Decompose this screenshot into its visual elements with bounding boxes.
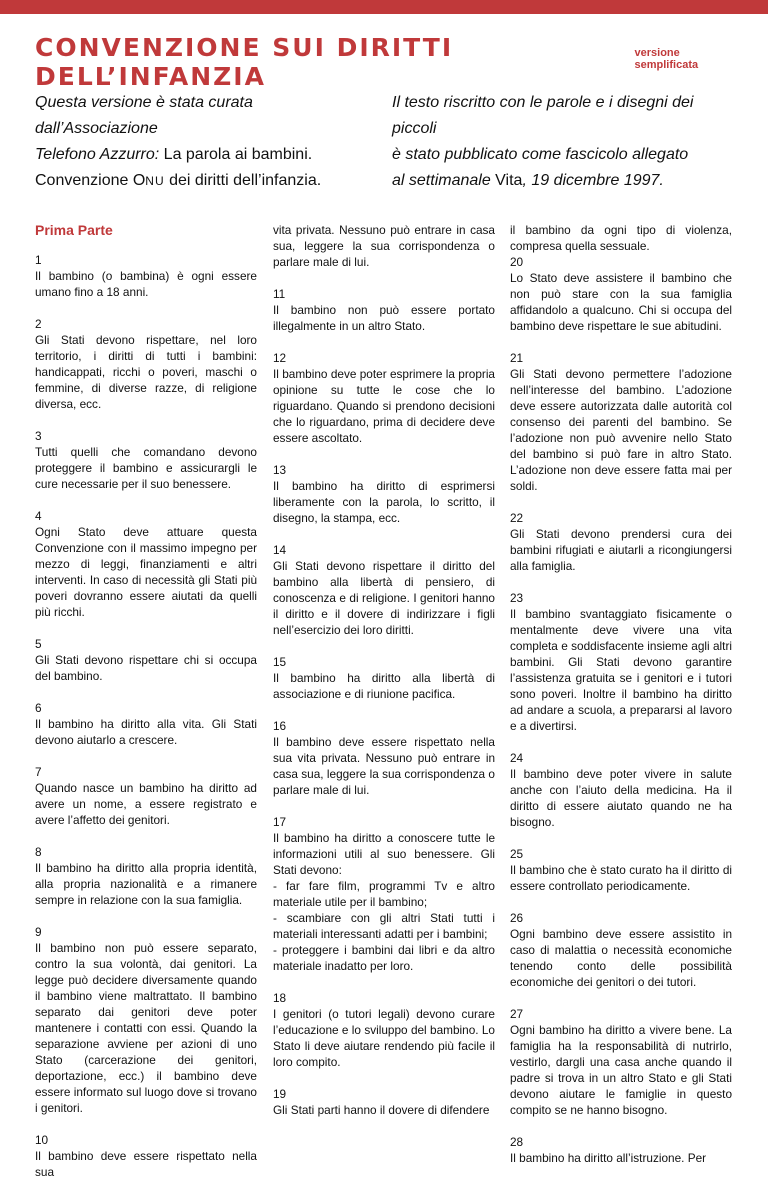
article-text: Il bambino deve essere rispettato nella sua (35, 1149, 257, 1179)
article-text: Ogni Stato deve attuare questa Convenzione con il massimo impegno per mezzo di leggi, finanziamenti e altri interventi. In caso di necessità gli Stati più poveri dovranno essere aiutati da quelli più ricchi. (35, 525, 257, 619)
article-number: 5 (35, 637, 42, 651)
article-number: 18 (273, 991, 287, 1005)
article-number: 15 (273, 655, 287, 669)
top-accent-bar (0, 0, 768, 14)
article-text: Il bambino deve essere rispettato nella sua vita privata. Nessuno può entrare in casa sua, leggere la sua corrispondenza o parlare male di lui. (273, 735, 495, 797)
article-text: Gli Stati parti hanno il dovere di difendere (273, 1103, 490, 1117)
article-number: 7 (35, 765, 42, 779)
article-1 (35, 252, 257, 300)
article-4 (35, 508, 257, 620)
document-subtitle: versione semplificata (634, 47, 699, 71)
article-text: Gli Stati devono rispettare, nel loro territorio, i diritti di tutti i bambini: handicappati, ricchi o poveri, maschi o femmine, di diverse razze, di religione diversa, ecc. (35, 333, 257, 411)
article-number: 22 (510, 511, 524, 525)
article-10 (35, 1132, 257, 1180)
article-number: 28 (510, 1135, 524, 1149)
article-21 (510, 350, 732, 494)
column-3-articles (510, 254, 732, 1166)
article-number: 26 (510, 911, 524, 925)
article-number: 23 (510, 591, 524, 605)
article-text: Il bambino svantaggiato fisicamente o mentalmente deve vivere una vita completa e soddisfacente insieme agli altri bambini. Gli Stati devono garantire l’assistenza gratuita se i genitori e i tutori sono poveri. Inoltre il bambino ha diritto ad andare a scuola, a prepararsi al lavoro e a divertirsi. (510, 607, 732, 733)
article-number: 1 (35, 253, 42, 267)
column-3 (510, 222, 732, 1182)
article-number: 3 (35, 429, 42, 443)
article-text: Il bambino ha diritto a conoscere tutte le informazioni utili al suo benessere. Gli Stati devono: - far fare film, programmi Tv e altro materiale utile per il bambino; - scambiare con gli altri Stati tutti i materiali interessanti adatti per i bambini; - proteggere i bambini dai libri e da altro materiale inadatto per loro. (273, 831, 495, 973)
article-number: 17 (273, 815, 287, 829)
article-text: Il bambino che è stato curato ha il diritto di essere controllato periodicamente. (510, 863, 732, 893)
article-25 (510, 846, 732, 894)
article-text: Tutti quelli che comandano devono proteggere il bambino e assicurargli le cure necessarie per il suo benessere. (35, 445, 257, 491)
article-number: 20 (510, 255, 524, 269)
article-13 (273, 462, 495, 526)
article-2 (35, 316, 257, 412)
article-3 (35, 428, 257, 492)
column-1-articles (35, 252, 257, 1180)
intro-right-line3-end: , 19 dicembre 1997. (522, 172, 664, 189)
intro-right-line1: Il testo riscritto con le parole e i disegni dei piccoli (392, 94, 694, 137)
article-18 (273, 990, 495, 1070)
article-number: 8 (35, 845, 42, 859)
article-26 (510, 910, 732, 990)
article-number: 16 (273, 719, 287, 733)
continuation-text: vita privata. Nessuno può entrare in casa sua, leggere la sua corrispondenza o parlare male di lui. (273, 223, 495, 269)
article-text: Il bambino deve poter vivere in salute anche con l’aiuto della medicina. Ha il diritto di essere aiutato quando ne ha bisogno. (510, 767, 732, 829)
article-text: Il bambino ha diritto alla propria identità, alla propria nazionalità e a rimanere sempre in relazione con la sua famiglia. (35, 861, 257, 907)
column-2-articles (273, 286, 495, 1118)
article-7 (35, 764, 257, 828)
intro-left (35, 90, 365, 194)
intro-left-line3a: Convenzione O (35, 172, 146, 189)
column-2-continuation (273, 222, 495, 270)
article-text: Il bambino non può essere separato, contro la sua volontà, dai genitori. La legge può decidere diversamente quando il bambino viene maltrattato. Il bambino separato dai genitori deve poter mantenere i contatti con essi. Quando la separazione avviene per azioni di uno Stato (carcerazione dei genitori, deportazione, ecc.) il bambino deve essere informato sul luogo dove si trovano i genitori. (35, 941, 257, 1115)
intro-right-line3-upright: Vita (495, 172, 523, 189)
article-16 (273, 718, 495, 798)
article-text: Il bambino ha diritto di esprimersi liberamente con la parola, lo scritto, il disegno, la stampa, ecc. (273, 479, 495, 525)
article-9 (35, 924, 257, 1116)
article-24 (510, 750, 732, 830)
article-20 (510, 254, 732, 334)
article-number: 10 (35, 1133, 49, 1147)
article-19 (273, 1086, 495, 1118)
article-text: Ogni bambino ha diritto a vivere bene. La famiglia ha la responsabilità di nutrirlo, vestirlo, dargli una casa anche quando il padre si trova in un altro Stato e gli Stati devono aiutare le famiglie in questo compito se ne hanno bisogno. (510, 1023, 732, 1117)
document-title: CONVENZIONE SUI DIRITTI DELL’INFANZIA (35, 33, 454, 91)
article-11 (273, 286, 495, 334)
continuation-text: il bambino da ogni tipo di violenza, compresa quella sessuale. (510, 223, 732, 253)
article-number: 12 (273, 351, 287, 365)
article-text: Gli Stati devono permettere l’adozione nell’interesse del bambino. L’adozione deve essere autorizzata dalle autorità col consenso dei parenti del bambino. Se l’adozione non può avvenire nello Stato del bambino si può fare in altro Stato. L’adozione non deve essere fatta mai per soldi. (510, 367, 732, 493)
article-number: 24 (510, 751, 524, 765)
intro-left-line1: Questa versione è stata curata dall’Associazione (35, 94, 253, 137)
article-number: 2 (35, 317, 42, 331)
article-text: Il bambino ha diritto alla libertà di associazione e di riunione pacifica. (273, 671, 495, 701)
article-text: Il bambino non può essere portato illegalmente in un altro Stato. (273, 303, 495, 333)
article-15 (273, 654, 495, 702)
article-number: 9 (35, 925, 42, 939)
intro-right (392, 90, 737, 194)
column-3-continuation (510, 222, 732, 254)
intro-left-line2-rest: La parola ai bambini. (159, 146, 313, 163)
intro-left-line3b: dei diritti dell’infanzia. (164, 172, 322, 189)
article-number: 27 (510, 1007, 524, 1021)
article-text: Ogni bambino deve essere assistito in caso di malattia o necessità economiche tenendo conto delle possibilità economiche dei genitori o dei tutori. (510, 927, 732, 989)
part-heading: Prima Parte (35, 222, 113, 238)
article-text: Gli Stati devono rispettare chi si occupa del bambino. (35, 653, 257, 683)
article-text: Il bambino (o bambina) è ogni essere umano fino a 18 anni. (35, 269, 257, 299)
article-number: 13 (273, 463, 287, 477)
article-5 (35, 636, 257, 684)
article-text: Il bambino ha diritto all’istruzione. Per (510, 1151, 707, 1165)
article-number: 11 (273, 287, 286, 301)
article-28 (510, 1134, 732, 1166)
article-22 (510, 510, 732, 574)
article-text: Gli Stati devono rispettare il diritto del bambino alla libertà di pensiero, di conoscenza e di religione. I genitori hanno il diritto e il dovere di indirizzare i figli nell’esercizio dei loro diritti. (273, 559, 495, 637)
article-8 (35, 844, 257, 908)
column-1 (35, 222, 257, 1196)
intro-left-line2-italic: Telefono Azzurro: (35, 146, 160, 163)
intro-left-line3-smallcaps: NU (145, 174, 165, 188)
article-27 (510, 1006, 732, 1118)
article-number: 19 (273, 1087, 287, 1101)
article-text: I genitori (o tutori legali) devono curare l’educazione e lo sviluppo del bambino. Lo Stato li deve aiutare rendendo più facile il loro compito. (273, 1007, 495, 1069)
intro-right-line3-italic: al settimanale (392, 172, 496, 189)
article-17 (273, 814, 495, 974)
article-number: 14 (273, 543, 287, 557)
article-12 (273, 350, 495, 446)
article-text: Il bambino ha diritto alla vita. Gli Stati devono aiutarlo a crescere. (35, 717, 257, 747)
article-23 (510, 590, 732, 734)
article-number: 6 (35, 701, 42, 715)
column-2 (273, 222, 495, 1134)
article-14 (273, 542, 495, 638)
document-header (35, 33, 735, 91)
intro-right-line2: è stato pubblicato come fascicolo allegato (392, 146, 689, 163)
article-text: Quando nasce un bambino ha diritto ad avere un nome, a essere registrato e avere l’affetto dei genitori. (35, 781, 257, 827)
article-number: 21 (510, 351, 524, 365)
article-6 (35, 700, 257, 748)
article-text: Il bambino deve poter esprimere la propria opinione su tutte le cose che lo riguardano. Quando si prendono decisioni che lo riguardano, prima di decidere deve essere ascoltato. (273, 367, 495, 445)
article-text: Gli Stati devono prendersi cura dei bambini rifugiati e aiutarli a ricongiungersi alla famiglia. (510, 527, 732, 573)
article-text: Lo Stato deve assistere il bambino che non può stare con la sua famiglia affidandolo a qualcuno. Chi si occupa del bambino deve rispettare le sue abitudini. (510, 271, 732, 333)
article-number: 4 (35, 509, 42, 523)
article-number: 25 (510, 847, 524, 861)
